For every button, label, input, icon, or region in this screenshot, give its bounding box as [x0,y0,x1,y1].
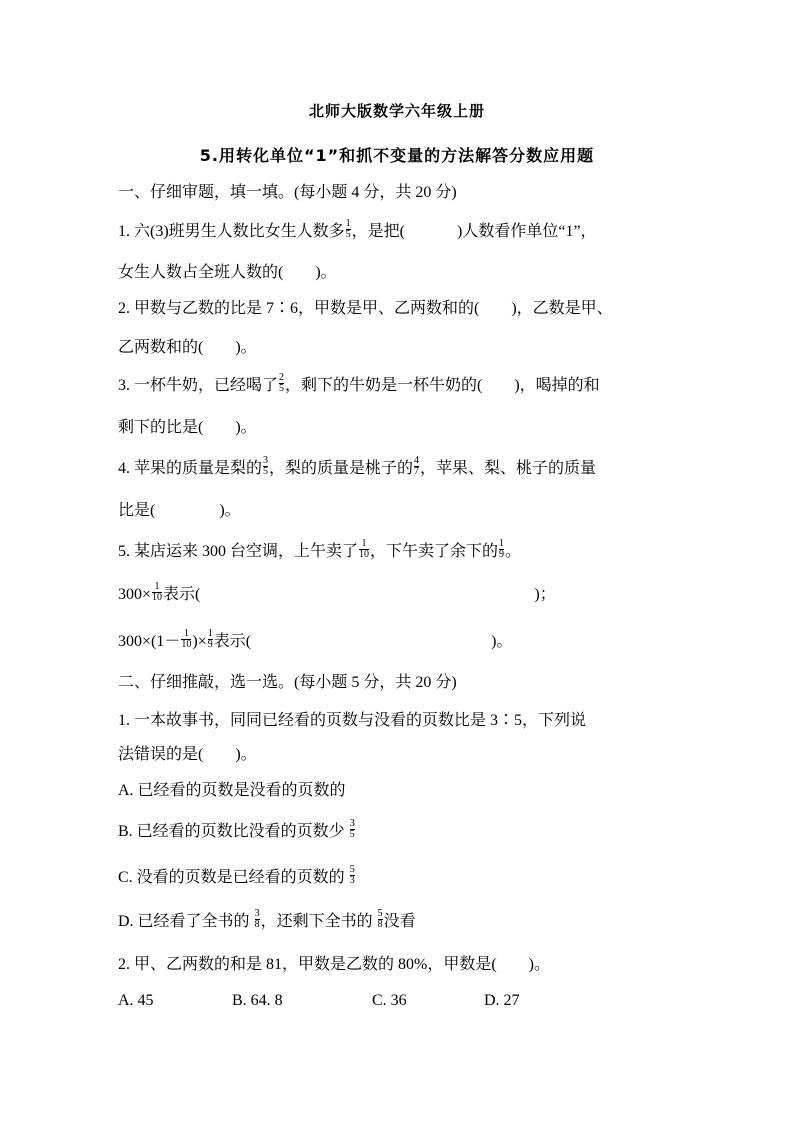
fraction: $\frac{4}{7}$ [414,455,420,477]
fraction: $\frac{3}{8}$ [254,908,260,930]
s1-question-1-line1: 1. 六(3)班男生人数比女生人数多 $\frac{1}{5}$ ，是把( )人数看作单位“1”， [118,218,597,241]
s2-question-1-line2: 法错误的是( )。 [118,746,257,763]
s1-question-4-line1: 4. 苹果的质量是梨的 $\frac{3}{5}$ ，梨的质量是桃子的 $\frac{4}{7}$ ，苹果、梨、桃子的质量 [118,455,597,478]
s1-question-3-line2: 剩下的比是( )。 [118,419,257,436]
fraction: $\frac{1}{10}$ [181,628,192,650]
s1-question-3-line1: 3. 一杯牛奶，已经喝了 $\frac{2}{5}$ ，剩下的牛奶是一杯牛奶的( )，喝掉的和 [118,372,600,395]
s1-question-2-line1: 2. 甲数与乙数的比是 7∶6，甲数是甲、乙两数和的( )，乙数是甲、 [118,300,613,317]
fraction: $\frac{1}{9}$ [207,628,213,650]
s2-q2-option-d[interactable]: D. 27 [484,992,520,1009]
book-title: 北师大版数学六年级上册 [308,102,485,120]
s1-question-4-line2: 比是( )。 [118,502,241,519]
s2-q1-option-b[interactable]: B. 已经看的页数比没看的页数少 $\frac{3}{5}$ [118,818,355,841]
fraction: $\frac{2}{5}$ [279,372,285,394]
fraction: $\frac{3}{5}$ [263,455,269,477]
s1-question-2-line2: 乙两数和的( )。 [118,339,257,356]
section1-heading: 一、仔细审题，填一填。(每小题 4 分，共 20 分) [118,184,457,201]
s2-question-1-line1: 1. 一本故事书，同同已经看的页数与没看的页数比是 3∶5，下列说 [118,712,587,729]
fraction: $\frac{1}{10}$ [152,581,163,603]
fraction: $\frac{1}{5}$ [345,218,351,240]
s1-question-1-line2: 女生人数占全班人数的( )。 [118,264,337,281]
s2-q2-option-b[interactable]: B. 64. 8 [232,992,283,1009]
fraction: $\frac{1}{10}$ [359,538,370,560]
fraction: $\frac{1}{9}$ [499,538,505,560]
fraction: $\frac{5}{3}$ [349,864,355,886]
s2-q2-option-a[interactable]: A. 45 [118,992,154,1009]
s1-question-5-line3: 300×(1－ $\frac{1}{10}$ )× $\frac{1}{9}$ 表示( )。 [118,628,513,651]
s2-question-2-line1: 2. 甲、乙两数的和是 81，甲数是乙数的 80%，甲数是( )。 [118,956,550,973]
fraction: $\frac{3}{5}$ [349,818,355,840]
s1-question-5-line2: 300× $\frac{1}{10}$ 表示( )； [118,581,556,604]
fraction: $\frac{5}{8}$ [377,908,383,930]
page-title: 5.用转化单位“1”和抓不变量的方法解答分数应用题 [199,146,595,165]
s2-q1-option-d[interactable]: D. 已经看了全书的 $\frac{3}{8}$ ，还剩下全书的 $\frac{5}{8}$ 没看 [118,908,416,931]
section2-heading: 二、仔细推敲，选一选。(每小题 5 分，共 20 分) [118,674,457,691]
s2-q2-option-c[interactable]: C. 36 [372,992,407,1009]
s1-question-5-line1: 5. 某店运来 300 台空调，上午卖了 $\frac{1}{10}$ ，下午卖了余下的 $\frac{1}{9}$ 。 [118,538,522,561]
s2-q1-option-a[interactable]: A. 已经看的页数是没看的页数的 [118,782,346,799]
s2-q1-option-c[interactable]: C. 没看的页数是已经看的页数的 $\frac{5}{3}$ [118,864,355,887]
